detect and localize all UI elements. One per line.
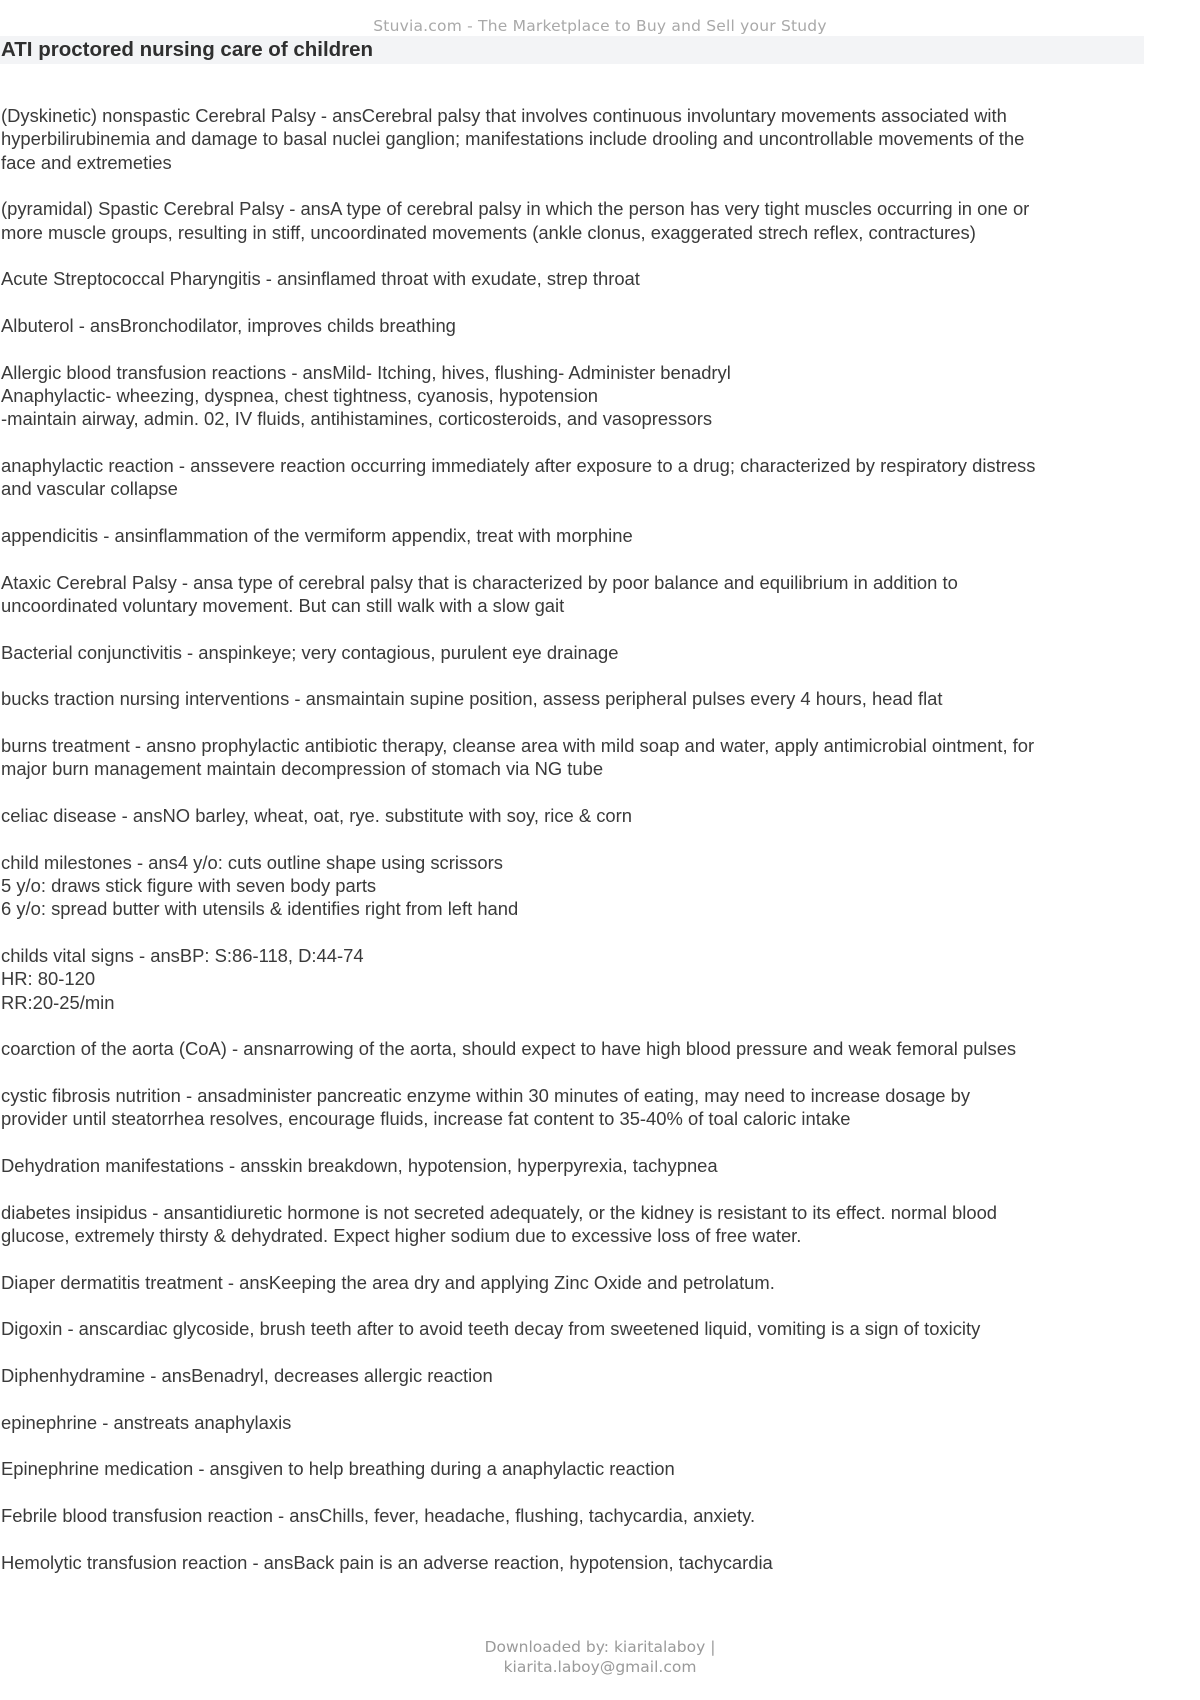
entry-line: celiac disease - ansNO barley, wheat, oat, rye. substitute with soy, rice & corn (1, 804, 633, 826)
entry-line: Dehydration manifestations - ansskin breakdown, hypotension, hyperpyrexia, tachypnea (1, 1154, 718, 1176)
entry-line: burns treatment - ansno prophylactic antibiotic therapy, cleanse area with mild soap and water, apply antimicrobial ointment, for (1, 734, 1035, 756)
entry-line: Acute Streptococcal Pharyngitis - ansinflamed throat with exudate, strep throat (1, 268, 640, 290)
entry-line: HR: 80-120 (1, 968, 96, 990)
entry-line: anaphylactic reaction - anssevere reaction occurring immediately after exposure to a drug; characterized by respiratory distress (1, 454, 1036, 476)
glossary-entry (1, 804, 1151, 827)
entry-line: Diphenhydramine - ansBenadryl, decreases allergic reaction (1, 1364, 493, 1386)
glossary-entry (1, 1154, 1151, 1177)
entry-line: provider until steatorrhea resolves, encourage fluids, increase fat content to 35-40% of toal caloric intake (1, 1108, 851, 1130)
entry-line: 6 y/o: spread butter with utensils & identifies right from left hand (1, 898, 519, 920)
glossary-entry (1, 104, 1151, 174)
glossary-entry (1, 524, 1151, 547)
glossary-entry (1, 1037, 1151, 1060)
entry-line: childs vital signs - ansBP: S:86-118, D:44-74 (1, 944, 364, 966)
glossary-entry (1, 1084, 1151, 1131)
glossary-entry (1, 1364, 1151, 1387)
glossary-entry (1, 1411, 1151, 1434)
entry-line: glucose, extremely thirsty & dehydrated. Expect higher sodium due to excessive loss of free water. (1, 1224, 802, 1246)
glossary-entry (1, 944, 1151, 1014)
glossary-entry (1, 851, 1151, 921)
entry-line: -maintain airway, admin. 02, IV fluids, antihistamines, corticosteroids, and vasopressors (1, 408, 713, 430)
glossary-entry (1, 361, 1151, 431)
glossary-entry (1, 454, 1151, 501)
glossary-entry (1, 687, 1151, 710)
footer-downloaded-by: Downloaded by: kiaritalaboy | (484, 1638, 716, 1656)
entry-line: epinephrine - anstreats anaphylaxis (1, 1411, 292, 1433)
entry-line: coarction of the aorta (CoA) - ansnarrowing of the aorta, should expect to have high blood pressure and weak femoral pulses (1, 1038, 1017, 1060)
entry-line: Hemolytic transfusion reaction - ansBack pain is an adverse reaction, hypotension, tachycardia (1, 1551, 773, 1573)
entry-line: hyperbilirubinemia and damage to basal nuclei ganglion; manifestations include drooling and uncontrollable movements of the (1, 128, 1025, 150)
entry-line: Allergic blood transfusion reactions - ansMild- Itching, hives, flushing- Administer benadryl (1, 361, 731, 383)
glossary-entry (1, 267, 1151, 290)
glossary-entry (1, 197, 1151, 244)
entry-line: Digoxin - anscardiac glycoside, brush teeth after to avoid teeth decay from sweetened liquid, vomiting is a sign of toxicity (1, 1318, 981, 1340)
glossary-entry (1, 314, 1151, 337)
page-title: ATI proctored nursing care of children (1, 38, 374, 61)
glossary-entry (1, 571, 1151, 618)
entry-line: major burn management maintain decompression of stomach via NG tube (1, 758, 604, 780)
entry-line: Diaper dermatitis treatment - ansKeeping the area dry and applying Zinc Oxide and petrolatum. (1, 1271, 775, 1293)
footer-email: kiarita.laboy@gmail.com (503, 1658, 697, 1676)
entry-line: uncoordinated voluntary movement. But can still walk with a slow gait (1, 594, 565, 616)
download-footer (0, 1637, 1200, 1677)
glossary-entry (1, 1317, 1151, 1340)
glossary-entry (1, 1457, 1151, 1480)
entry-line: 5 y/o: draws stick figure with seven body parts (1, 874, 377, 896)
entry-line: cystic fibrosis nutrition - ansadminister pancreatic enzyme within 30 minutes of eating, may need to increase dosage by (1, 1084, 971, 1106)
entry-list (1, 104, 1151, 1597)
watermark-text: Stuvia.com - The Marketplace to Buy and Sell your Study (373, 17, 827, 35)
entry-line: (Dyskinetic) nonspastic Cerebral Palsy - ansCerebral palsy that involves continuous involuntary movements associated with (1, 105, 1007, 126)
entry-line: face and extremeties (1, 151, 172, 173)
glossary-entry (1, 1271, 1151, 1294)
entry-line: Albuterol - ansBronchodilator, improves childs breathing (1, 314, 456, 336)
glossary-entry (1, 1201, 1151, 1248)
entry-line: child milestones - ans4 y/o: cuts outline shape using scrissors (1, 851, 503, 873)
entry-line: Febrile blood transfusion reaction - ansChills, fever, headache, flushing, tachycardia, anxiety. (1, 1504, 756, 1526)
entry-line: diabetes insipidus - ansantidiuretic hormone is not secreted adequately, or the kidney is resistant to its effect. normal blood (1, 1201, 998, 1223)
entry-line: and vascular collapse (1, 478, 178, 500)
entry-line: appendicitis - ansinflammation of the vermiform appendix, treat with morphine (1, 524, 633, 546)
entry-line: (pyramidal) Spastic Cerebral Palsy - ansA type of cerebral palsy in which the person has very tight muscles occurring in one or (1, 198, 1030, 220)
entry-line: more muscle groups, resulting in stiff, uncoordinated movements (ankle clonus, exaggerated strech reflex, contractures) (1, 221, 976, 243)
glossary-entry (1, 1551, 1151, 1574)
entry-line: Anaphylactic- wheezing, dyspnea, chest tightness, cyanosis, hypotension (1, 384, 599, 406)
glossary-entry (1, 641, 1151, 664)
glossary-entry (1, 1504, 1151, 1527)
entry-line: Epinephrine medication - ansgiven to help breathing during a anaphylactic reaction (1, 1458, 675, 1480)
entry-line: Bacterial conjunctivitis - anspinkeye; very contagious, purulent eye drainage (1, 641, 619, 663)
entry-line: Ataxic Cerebral Palsy - ansa type of cerebral palsy that is characterized by poor balance and equilibrium in addition to (1, 571, 958, 593)
entry-line: RR:20-25/min (1, 991, 115, 1013)
entry-line: bucks traction nursing interventions - ansmaintain supine position, assess peripheral pulses every 4 hours, head flat (1, 688, 943, 710)
glossary-entry (1, 734, 1151, 781)
